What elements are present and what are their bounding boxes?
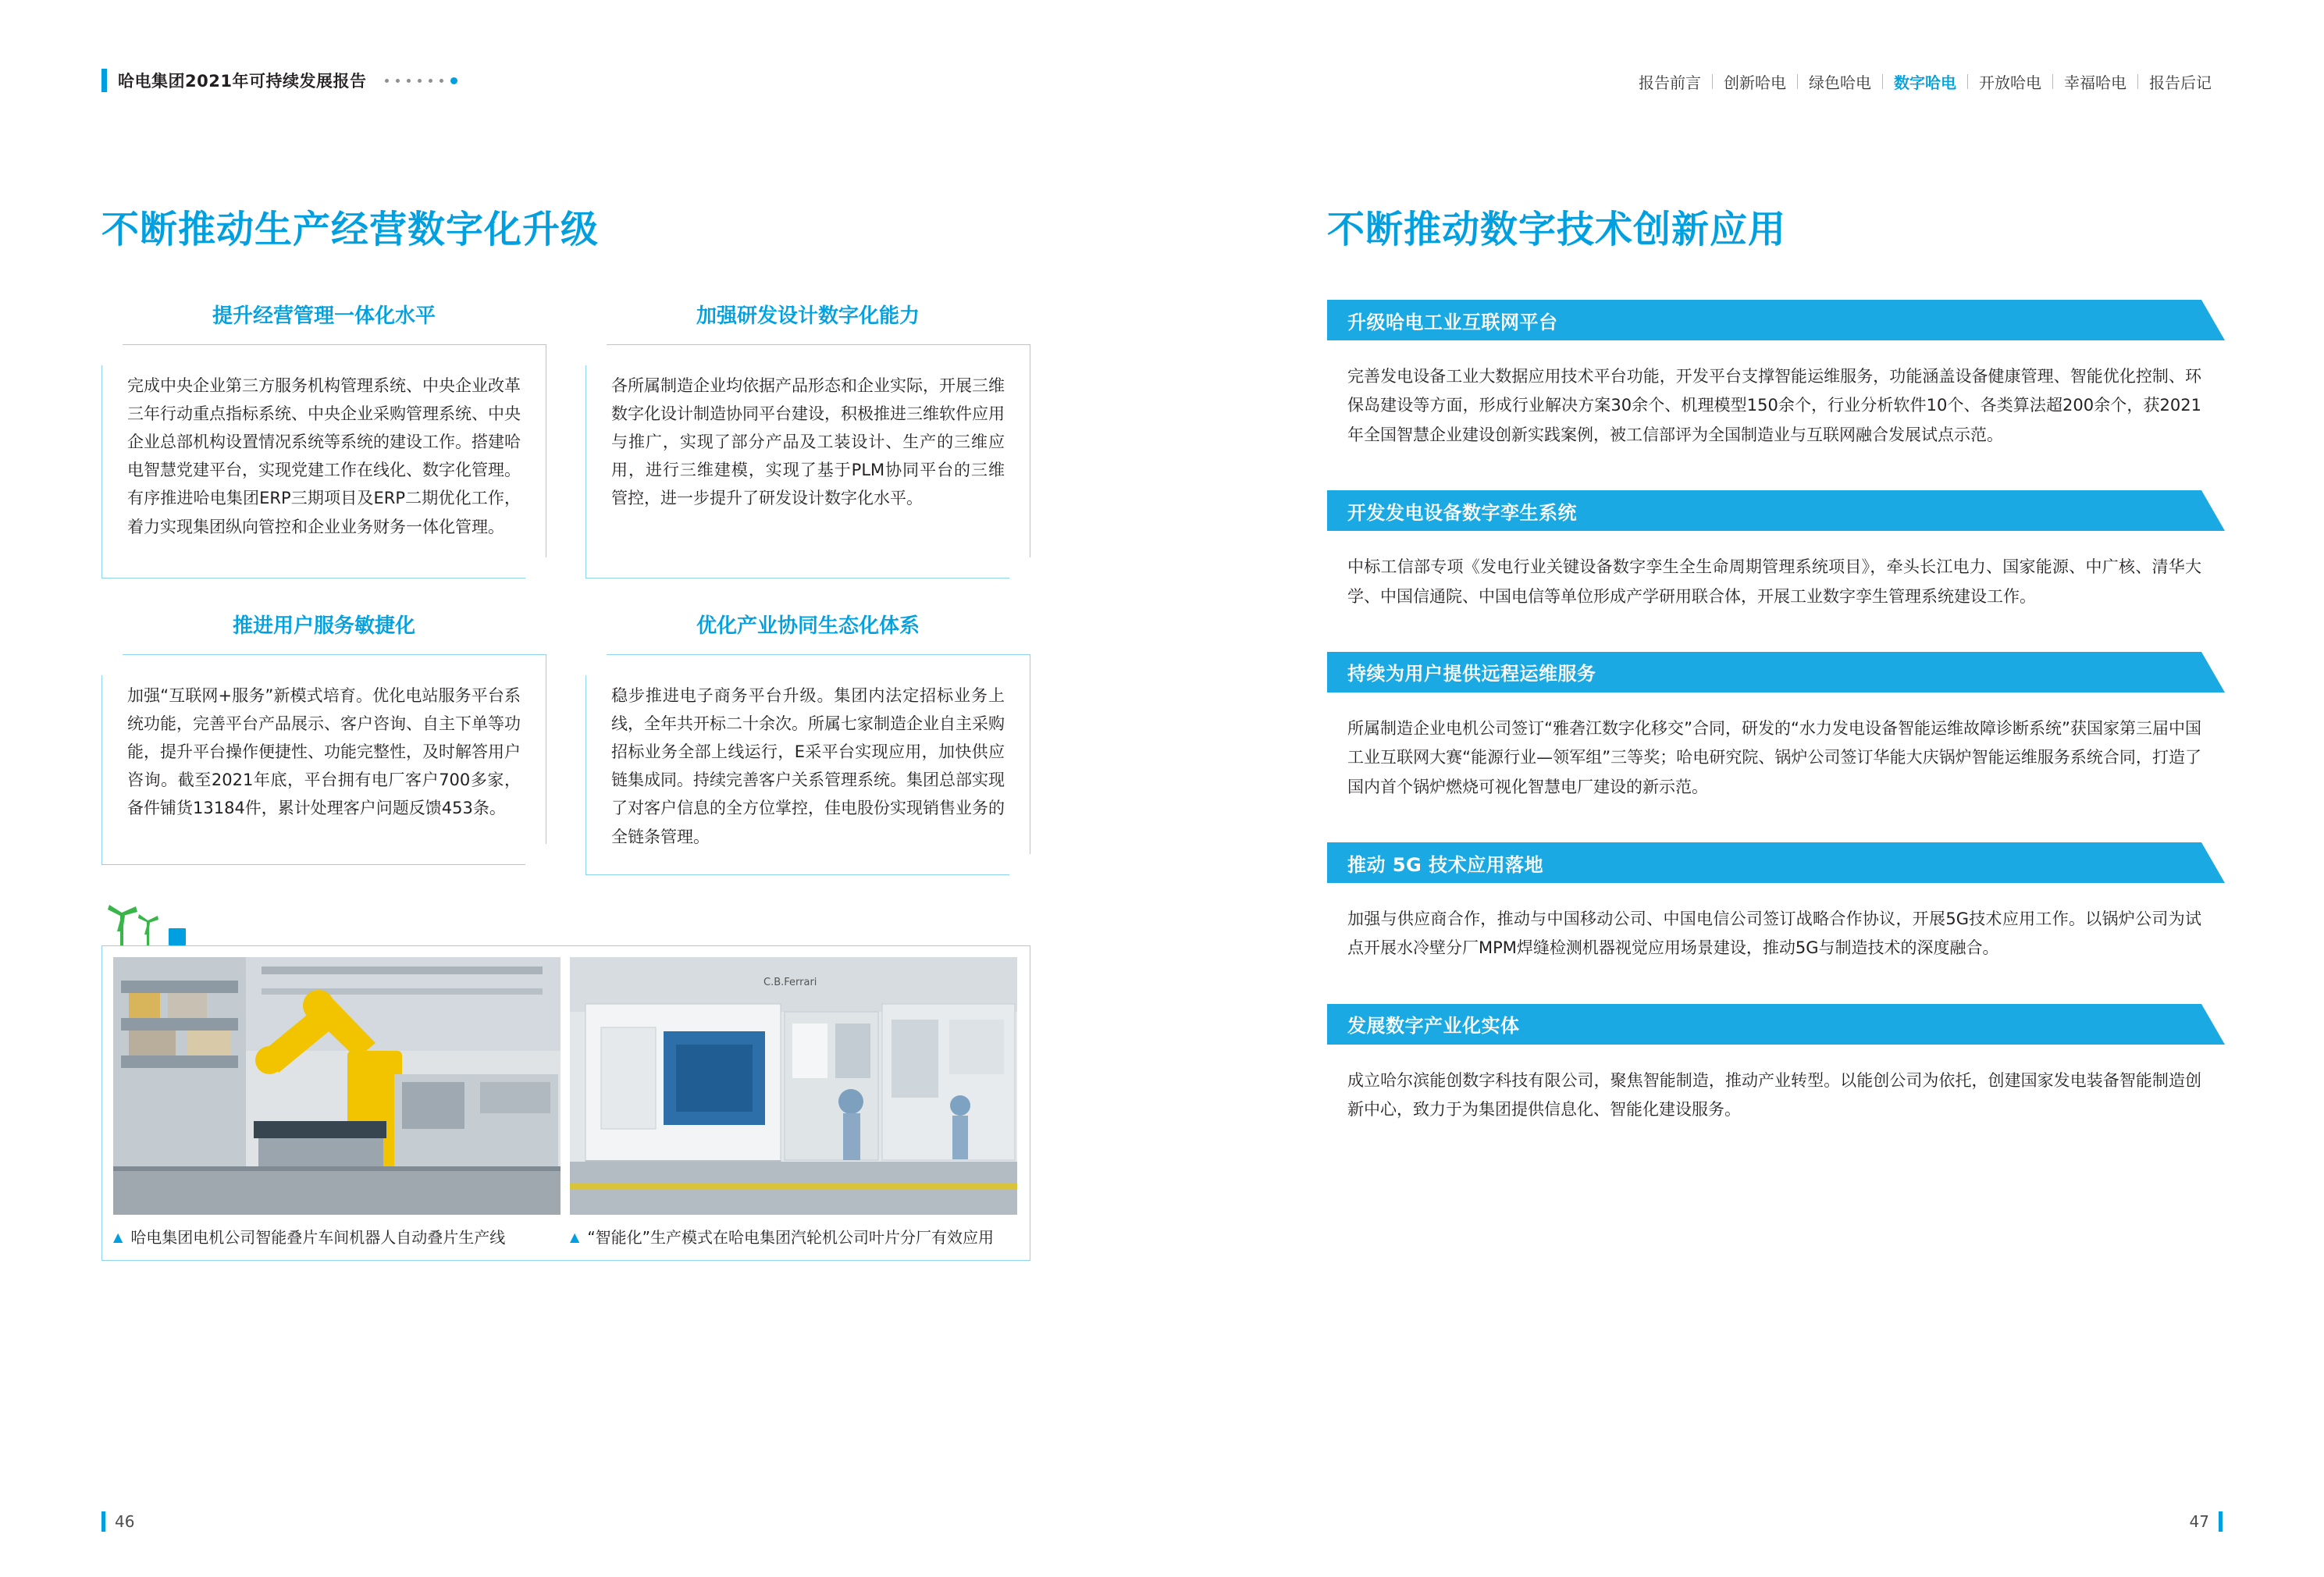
nav-item-1[interactable]: 创新哈电 <box>1724 73 1786 92</box>
nav-item-4[interactable]: 开放哈电 <box>1979 73 2041 92</box>
decor-dots <box>385 77 457 84</box>
corner-notch-icon <box>525 557 547 579</box>
card-body-text: 各所属制造企业均依据产品形态和企业实际，开展三维数字化设计制造协同平台建设，积极推进三维软件应用与推广，实现了部分产品及工装设计、生产的三维应用，进行三维建模，实现了基于PLM协同平台的三维管控，进一步提升了研发设计数字化水平。 <box>611 376 1005 508</box>
triangle-marker-icon: ▲ <box>570 1229 580 1244</box>
footer-left <box>101 1511 134 1532</box>
card-body-box <box>585 344 1030 578</box>
blue-block-header <box>1327 1004 2225 1045</box>
photo-caption-0 <box>113 1226 561 1249</box>
blue-block-2 <box>1327 652 2225 810</box>
blue-block-body: 加强与供应商合作，推动与中国移动公司、中国电信公司签订战略合作协议，开展5G技术应用工作。以锅炉公司为试点开展水冷壁分厂MPM焊缝检测机器视觉应用场景建设，推动5G与制造技术的深度融合。 <box>1347 910 2201 958</box>
dot <box>418 79 422 83</box>
page-accent-bar <box>101 1511 105 1532</box>
photo-art-1 <box>113 957 561 1215</box>
blue-block-header <box>1327 842 2225 883</box>
card-heading: 加强研发设计数字化能力 <box>696 304 920 328</box>
nav-item-5[interactable]: 幸福哈电 <box>2064 73 2126 92</box>
header-nav <box>1628 70 2223 93</box>
blue-block-header <box>1327 490 2225 531</box>
corner-notch-icon <box>101 344 123 365</box>
card-3 <box>585 610 1030 875</box>
header-left <box>101 69 457 92</box>
corner-notch-icon <box>101 653 123 675</box>
card-0 <box>101 300 546 578</box>
nav-item-2[interactable]: 绿色哈电 <box>1809 73 1871 92</box>
svg-text:C.B.Ferrari: C.B.Ferrari <box>763 976 817 988</box>
blue-block-body: 成立哈尔滨能创数字科技有限公司，聚焦智能制造，推动产业转型。以能创公司为依托，创建国家发电装备智能制造创新中心，致力于为集团提供信息化、智能化建设服务。 <box>1347 1070 2201 1120</box>
card-heading: 优化产业协同生态化体系 <box>696 614 920 638</box>
corner-notch-icon <box>585 344 607 365</box>
photo-smart-manufacturing-workshop <box>570 957 1017 1215</box>
corner-notch-icon <box>525 844 547 866</box>
card-body-box <box>101 344 546 578</box>
blue-block-body: 完善发电设备工业大数据应用技术平台功能，开发平台支撑智能运维服务，功能涵盖设备健康管理、智能优化控制、环保岛建设等方面，形成行业解决方案30余个、机理模型150余个，行业分析软件10个、各类算法超200余个，获2021年全国智慧企业建设创新实践案例，被工信部评为全国制造业与互联网融合发展试点示范。 <box>1347 367 2201 444</box>
photo-caption-1 <box>570 1226 1017 1249</box>
dot <box>429 79 432 83</box>
left-card-grid <box>101 300 1030 906</box>
card-body-box <box>101 654 546 865</box>
caption-text: 哈电集团电机公司智能叠片车间机器人自动叠片生产线 <box>130 1227 506 1247</box>
card-heading: 推进用户服务敏捷化 <box>232 614 415 638</box>
page-number-left: 46 <box>115 1512 135 1531</box>
corner-notch-icon <box>585 653 607 675</box>
blue-block-heading: 持续为用户提供远程运维服务 <box>1347 663 1596 685</box>
photo-robot-palletizing-line <box>113 957 561 1215</box>
card-body-text: 完成中央企业第三方服务机构管理系统、中央企业改革三年行动重点指标系统、中央企业采购管理系统、中央企业总部机构设置情况系统等系统的建设工作。搭建哈电智慧党建平台，实现党建工作在线化、数字化管理。有序推进哈电集团ERP三期项目及ERP二期优化工作，着力实现集团纵向管控和企业业务财务一体化管理。 <box>127 376 521 536</box>
photo-row <box>113 957 1019 1215</box>
corner-notch-icon <box>1009 557 1031 579</box>
blue-block-body: 中标工信部专项《发电行业关键设备数字孪生全生命周期管理系统项目》，牵头长江电力、国家能源、中广核、清华大学、中国信通院、中国电信等单位形成产学研用联合体，开展工业数字孪生管理系统建设工作。 <box>1347 557 2201 606</box>
photo-frame <box>101 945 1030 1261</box>
card-1 <box>585 300 1030 578</box>
footer-right <box>2190 1511 2223 1532</box>
nav-item-0[interactable]: 报告前言 <box>1639 73 1701 92</box>
blue-block-1 <box>1327 490 2225 619</box>
card-heading: 提升经营管理一体化水平 <box>212 304 436 328</box>
page-accent-bar <box>2219 1511 2223 1532</box>
page-header <box>101 69 2223 100</box>
triangle-marker-icon: ▲ <box>113 1229 123 1244</box>
document-title: 哈电集团2021年可持续发展报告 <box>118 72 367 91</box>
accent-bar <box>101 69 107 92</box>
nav-item-3-active[interactable]: 数字哈电 <box>1894 73 1956 92</box>
dot <box>440 79 443 83</box>
blue-block-heading: 推动 5G 技术应用落地 <box>1347 853 1544 876</box>
photo-art-2 <box>570 957 1017 1215</box>
card-2 <box>101 610 546 875</box>
card-body-text: 加强“互联网+服务”新模式培育。优化电站服务平台系统功能，完善平台产品展示、客户咨询、自主下单等功能，提升平台操作便捷性、功能完整性，及时解答用户咨询。截至2021年底，平台拥有电厂客户700多家，备件铺货13184件，累计处理客户问题反馈453条。 <box>127 686 521 818</box>
dot-highlight <box>450 77 457 84</box>
page-number-right: 47 <box>2189 1512 2209 1531</box>
wind-turbine-icon <box>101 905 187 945</box>
right-page-title: 不断推动数字技术创新应用 <box>1327 208 1787 251</box>
caption-text: “智能化”生产模式在哈电集团汽轮机公司叶片分厂有效应用 <box>587 1227 995 1247</box>
blue-block-3 <box>1327 842 2225 971</box>
blue-block-heading: 升级哈电工业互联网平台 <box>1347 311 1558 333</box>
right-page-content <box>1327 199 2225 1166</box>
blue-block-header <box>1327 300 2225 340</box>
corner-notch-icon <box>1009 854 1031 876</box>
blue-block-4 <box>1327 1004 2225 1133</box>
left-page-title: 不断推动生产经营数字化升级 <box>101 208 600 251</box>
dot <box>396 79 400 83</box>
blue-block-heading: 发展数字产业化实体 <box>1347 1015 1520 1038</box>
blue-block-0 <box>1327 300 2225 457</box>
dot <box>385 79 389 83</box>
card-body-text: 稳步推进电子商务平台升级。集团内法定招标业务上线，全年共开标二十余次。所属七家制造企业自主采购招标业务全部上线运行，E采平台实现应用，加快供应链集成同。持续完善客户关系管理系统。集团总部实现了对客户信息的全方位掌控，佳电股份实现销售业务的全链条管理。 <box>611 686 1005 846</box>
blue-block-heading: 开发发电设备数字孪生系统 <box>1347 501 1577 524</box>
nav-item-6[interactable]: 报告后记 <box>2149 73 2212 92</box>
blue-block-header <box>1327 652 2225 692</box>
card-body-box <box>585 654 1030 875</box>
blue-block-body: 所属制造企业电机公司签订“雅砻江数字化移交”合同，研发的“水力发电设备智能运维故障诊断系统”获国家第三届中国工业互联网大赛“能源行业—领军组”三等奖；哈电研究院、锅炉公司签订华能大庆锅炉智能运维服务系统合同，打造了国内首个锅炉燃烧可视化智慧电厂建设的新示范。 <box>1347 718 2201 796</box>
photo-section <box>101 945 1030 1261</box>
left-page-content <box>101 199 1030 1261</box>
dot <box>407 79 411 83</box>
photo-caption-row <box>113 1226 1019 1249</box>
